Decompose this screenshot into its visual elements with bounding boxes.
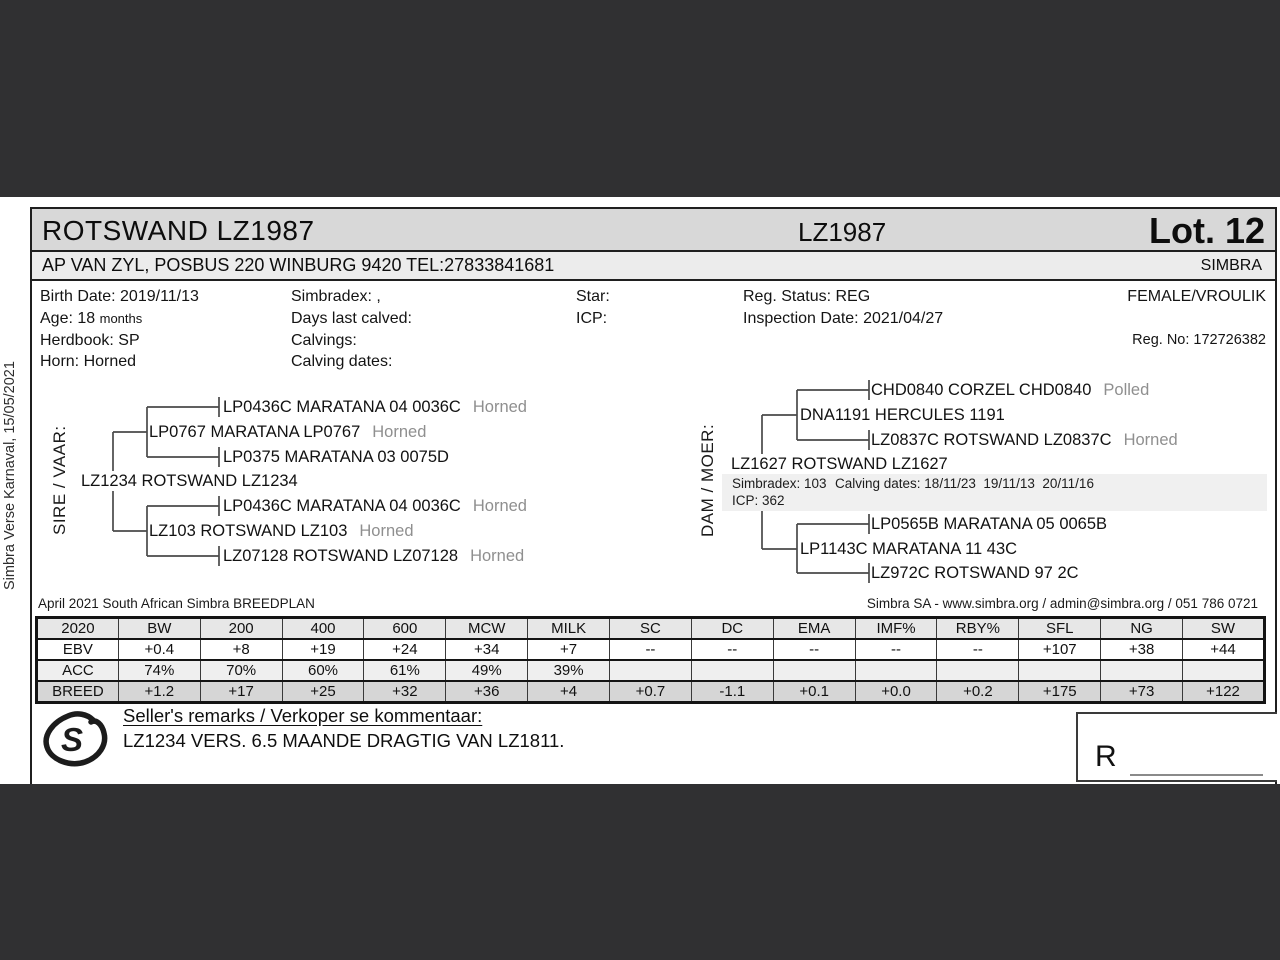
pedigree-entry-sire-gsire1 [223,397,531,417]
catalog-side-label: Simbra Verse Karnaval, 15/05/2021 [2,361,18,591]
breedplan-header-cell: SW [1183,618,1265,640]
breedplan-cell: +107 [1019,639,1101,660]
animal-name: CHD0840 CORZEL CHD0840 [871,381,1092,399]
breedplan-table-wrap [35,616,1266,704]
simbradex-field: Simbradex: , [291,288,381,305]
lot-number: Lot. 12 [1148,210,1265,251]
breedplan-cell: +17 [200,681,282,703]
horn-status: Horned [472,398,527,416]
calving-dates-field: Calving dates: [291,353,393,370]
breedplan-cell: +4 [528,681,610,703]
breedplan-header-cell: MCW [446,618,528,640]
breedplan-header-cell: SFL [1019,618,1101,640]
pedigree-entry-dam-gdam1 [871,430,1182,450]
svg-text:S: S [61,721,84,758]
pedigree-entry-dam-gsire1 [871,380,1153,400]
pedigree-entry-sire-gdam1 [223,447,465,467]
breedplan-header-cell: NG [1101,618,1183,640]
animal-name: DNA1191 HERCULES 1191 [800,406,1005,424]
reg-status-field: Reg. Status: REG [743,288,871,305]
breedplan-cell [1019,660,1101,681]
breedplan-cell: +34 [446,639,528,660]
breedplan-header-cell: DC [691,618,773,640]
breedplan-cell: +0.1 [773,681,855,703]
pedigree-entry-sire [81,471,302,491]
breedplan-cell: 61% [364,660,446,681]
age-unit: months [99,311,143,326]
sex-field: FEMALE/VROULIK [1127,288,1266,305]
breedplan-header-cell: BW [118,618,200,640]
animal-name: LP0375 MARATANA 03 0075D [223,448,449,466]
pedigree-entry-dam [731,454,952,474]
animal-name: ROTSWAND LZ1987 [42,215,315,246]
age-value: Age: 18 [40,310,96,327]
currency-label: R [1095,740,1117,773]
remarks-text: LZ1234 VERS. 6.5 MAANDE DRAGTIG VAN LZ1811. [123,730,565,751]
dam-name: LZ1627 ROTSWAND LZ1627 [731,455,948,473]
breedplan-cell: +38 [1101,639,1183,660]
breedplan-cell: 74% [118,660,200,681]
animal-name: LZ972C ROTSWAND 97 2C [871,564,1079,582]
breedplan-cell: +25 [282,681,364,703]
horn-status: Horned [372,423,427,441]
breedplan-header-cell: SC [610,618,692,640]
breedplan-cell: +8 [200,639,282,660]
breedplan-cell: -- [937,639,1019,660]
breedplan-cell: 39% [528,660,610,681]
breedplan-cell: +175 [1019,681,1101,703]
pedigree-entry-sire-sire [149,422,430,442]
horn-status: Polled [1103,381,1150,399]
breedplan-cell: +0.2 [937,681,1019,703]
inspection-date-field: Inspection Date: 2021/04/27 [743,310,944,327]
breedplan-cell: +0.7 [610,681,692,703]
breedplan-caption: April 2021 South African Simbra BREEDPLAN [38,596,315,611]
herdbook-field: Herdbook: SP [40,332,140,349]
breedplan-cell: +36 [446,681,528,703]
sire-tree-label: SIRE / VAAR: [50,425,69,535]
remarks-heading: Seller's remarks / Verkoper se kommentaar: [123,705,483,726]
sire-name: LZ1234 ROTSWAND LZ1234 [81,472,298,490]
animal-id: LZ1987 [798,217,887,247]
breedplan-cell: +24 [364,639,446,660]
dam-tree-label: DAM / MOER: [698,423,717,537]
breedplan-cell: +19 [282,639,364,660]
dam-icp: ICP: 362 [732,493,785,508]
breedplan-row [37,681,1265,703]
breedplan-row-label: EBV [37,639,119,660]
animal-name: LP1143C MARATANA 11 43C [800,540,1018,558]
breedplan-header-cell: 200 [200,618,282,640]
animal-name: LP0436C MARATANA 04 0036C [223,497,461,515]
breedplan-header-cell: 2020 [37,618,119,640]
animal-name: LP0436C MARATANA 04 0036C [223,398,461,416]
pedigree-entry-sire-gdam2 [223,546,528,566]
breedplan-cell: -1.1 [691,681,773,703]
breedplan-cell: -- [610,639,692,660]
price-fill-line [1130,774,1263,776]
breedplan-header-cell: 600 [364,618,446,640]
icp-field: ICP: [576,310,608,327]
animal-name: LZ0837C ROTSWAND LZ0837C [871,431,1112,449]
breedplan-cell [855,660,937,681]
breedplan-cell [1101,660,1183,681]
breedplan-table [35,616,1266,704]
breedplan-cell: -- [691,639,773,660]
breedplan-cell: +122 [1183,681,1265,703]
simbra-contact-caption: Simbra SA - www.simbra.org / admin@simbra.org / 051 786 0721 [866,596,1258,611]
breedplan-cell: +1.2 [118,681,200,703]
animal-name: LP0767 MARATANA LP0767 [149,423,361,441]
animal-name: LZ07128 ROTSWAND LZ07128 [223,547,459,565]
pedigree-entry-dam-sire [800,405,1009,425]
breedplan-cell: +7 [528,639,610,660]
breedplan-header-cell: MILK [528,618,610,640]
breedplan-cell [937,660,1019,681]
breedplan-cell [1183,660,1265,681]
breedplan-cell: -- [773,639,855,660]
dam-simbradex: Simbradex: 103 [732,476,827,491]
animal-name: LP0565B MARATANA 05 0065B [871,515,1108,533]
breedplan-cell: +32 [364,681,446,703]
price-box [1076,712,1277,782]
dam-stats-box [722,474,1267,511]
dam-calving-dates: Calving dates: 18/11/23 19/11/13 20/11/16 [835,476,1094,491]
horn-field: Horn: Horned [40,353,137,370]
reg-no-field: Reg. No: 172726382 [1132,332,1266,348]
breedplan-row-label: BREED [37,681,119,703]
animal-name: LZ103 ROTSWAND LZ103 [149,522,348,540]
days-last-calved-field: Days last calved: [291,310,412,327]
breedplan-cell: +0.0 [855,681,937,703]
owner-contact: AP VAN ZYL, POSBUS 220 WINBURG 9420 TEL:27833841681 [42,255,555,275]
breedplan-row [37,660,1265,681]
horn-status: Horned [1123,431,1178,449]
horn-status: Horned [470,547,525,565]
horn-status: Horned [359,522,414,540]
breedplan-cell: 49% [446,660,528,681]
pedigree-entry-dam-gsire2 [871,514,1111,534]
breedplan-cell: +44 [1183,639,1265,660]
breedplan-header-cell: 400 [282,618,364,640]
breedplan-cell: +73 [1101,681,1183,703]
breedplan-header-row [37,618,1265,640]
pedigree-entry-dam-gdam2 [871,563,1083,583]
breedplan-cell [691,660,773,681]
breedplan-header-cell: IMF% [855,618,937,640]
breedplan-cell: +0.4 [118,639,200,660]
breedplan-header-cell: EMA [773,618,855,640]
horn-status: Horned [472,497,527,515]
breedplan-row-label: ACC [37,660,119,681]
breedplan-row [37,639,1265,660]
breedplan-cell: 70% [200,660,282,681]
breedplan-cell: 60% [282,660,364,681]
calvings-field: Calvings: [291,332,357,349]
pedigree-entry-sire-gsire2 [223,496,531,516]
breed-name: SIMBRA [1200,257,1262,274]
breedplan-header-cell: RBY% [937,618,1019,640]
pedigree-entry-sire-dam [149,521,418,541]
pedigree-entry-dam-dam [800,539,1021,559]
breedplan-cell [610,660,692,681]
star-field: Star: [576,288,610,305]
breedplan-cell [773,660,855,681]
breedplan-cell: -- [855,639,937,660]
birth-date-field: Birth Date: 2019/11/13 [40,288,199,305]
